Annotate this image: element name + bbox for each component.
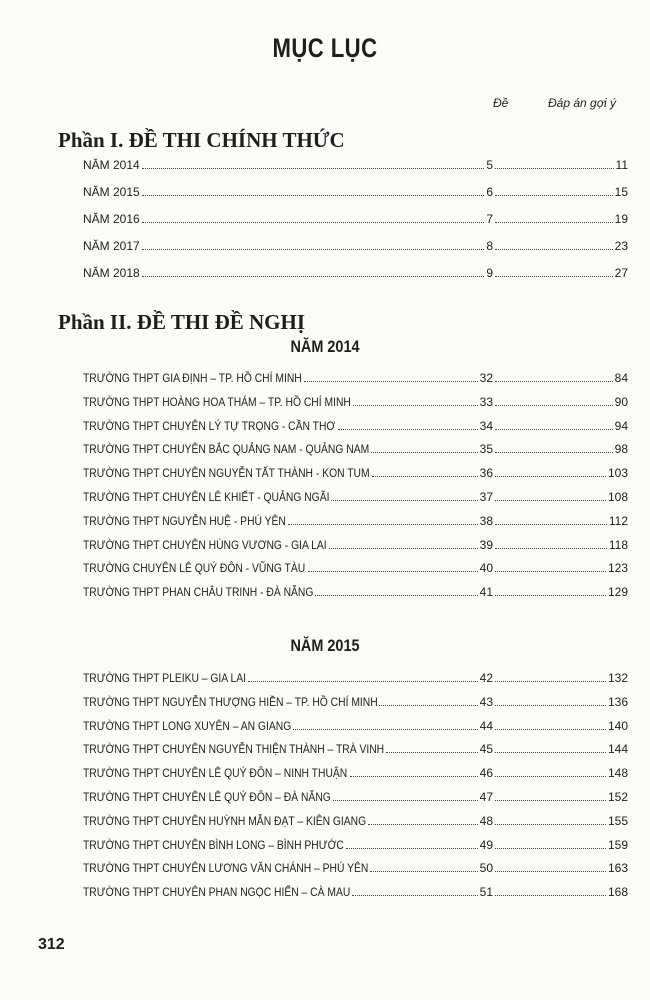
de-page: 36	[479, 466, 493, 481]
dot-leader	[495, 248, 613, 250]
dot-leader	[495, 894, 606, 896]
toc-entry[interactable]	[83, 738, 628, 756]
de-page: 44	[479, 718, 493, 733]
answer-page: 23	[614, 239, 628, 253]
de-page: 8	[486, 239, 493, 253]
page-title: MỤC LỤC	[272, 33, 378, 63]
entry-title: TRƯỜNG THPT CHUYÊN HUỲNH MẪN ĐẠT – KIÊN GIANG	[83, 813, 367, 828]
toc-entry[interactable]	[83, 534, 628, 552]
dot-leader	[333, 799, 478, 801]
toc-entry[interactable]	[83, 391, 628, 409]
answer-page: 19	[614, 212, 628, 226]
dot-leader	[331, 499, 478, 501]
dot-leader	[293, 728, 477, 730]
part2-heading: Phần II. ĐỀ THI ĐỀ NGHỊ	[58, 310, 306, 334]
answer-page: 98	[614, 442, 628, 457]
dot-leader	[495, 680, 606, 682]
entry-title: NĂM 2014	[83, 158, 140, 172]
column-header-de: Đề	[493, 96, 509, 110]
dot-leader	[495, 523, 607, 525]
toc-entry[interactable]	[83, 762, 628, 780]
de-page: 41	[479, 585, 493, 600]
toc-entry[interactable]	[83, 208, 628, 226]
year-heading-2014: NĂM 2014	[290, 337, 360, 356]
de-page: 49	[479, 837, 493, 852]
answer-page: 136	[607, 694, 628, 709]
de-page: 7	[486, 212, 493, 226]
dot-leader	[368, 823, 477, 825]
de-page: 46	[479, 766, 493, 781]
answer-page: 94	[614, 418, 628, 433]
dot-leader	[495, 823, 606, 825]
dot-leader	[386, 751, 477, 753]
entry-title: TRƯỜNG THPT CHUYÊN LÊ QUÝ ĐÔN – ĐÀ NẴNG	[83, 790, 331, 804]
dot-leader	[495, 194, 613, 196]
de-page: 9	[486, 266, 493, 280]
dot-leader	[495, 570, 606, 572]
dot-leader	[329, 547, 478, 549]
dot-leader	[371, 451, 478, 453]
answer-page: 103	[607, 466, 628, 481]
entry-title: TRƯỜNG THPT CHUYÊN NGUYỄN THIỆN THÀNH – TRÀ VINH	[83, 742, 385, 757]
entry-title: NĂM 2018	[83, 266, 140, 280]
answer-page: 148	[607, 766, 628, 781]
dot-leader	[288, 523, 478, 525]
answer-page: 155	[607, 813, 628, 828]
entry-title: TRƯỜNG THPT CHUYÊN BẮC QUẢNG NAM - QUẢNG NAM	[83, 442, 370, 457]
dot-leader	[495, 704, 606, 706]
dot-leader	[353, 404, 477, 406]
dot-leader	[142, 248, 485, 250]
de-page: 33	[479, 394, 493, 409]
toc-entry[interactable]	[83, 262, 628, 280]
entry-title: NĂM 2017	[83, 239, 140, 253]
answer-page: 159	[607, 837, 628, 852]
dot-leader	[315, 594, 477, 596]
toc-entry[interactable]	[83, 857, 628, 875]
de-page: 39	[479, 537, 493, 552]
answer-page: 144	[607, 742, 628, 757]
dot-leader	[304, 380, 478, 382]
answer-page: 15	[614, 185, 628, 199]
de-page: 51	[479, 885, 493, 900]
dot-leader	[142, 275, 485, 277]
answer-page: 11	[615, 158, 628, 172]
de-page: 42	[479, 671, 493, 685]
entry-title: TRƯỜNG THPT CHUYÊN BÌNH LONG – BÌNH PHƯỚC	[83, 837, 344, 852]
toc-entry[interactable]	[83, 715, 628, 733]
entry-title: TRƯỜNG THPT CHUYÊN LÝ TỰ TRỌNG - CẦN THƠ	[83, 418, 336, 433]
entry-title: TRƯỜNG THPT NGUYỄN THƯỢNG HIỀN – TP. HỒ CHÍ MINH	[83, 694, 378, 709]
toc-entry[interactable]	[83, 834, 628, 852]
year-heading-2015: NĂM 2015	[290, 636, 360, 655]
toc-entry[interactable]	[83, 367, 628, 385]
answer-page: 123	[607, 561, 628, 576]
entry-title: TRƯỜNG THPT PHAN CHÂU TRINH - ĐÀ NẴNG	[83, 585, 314, 600]
de-page: 45	[479, 742, 493, 757]
toc-entry[interactable]	[83, 667, 628, 685]
answer-page: 140	[607, 718, 628, 733]
answer-page: 163	[607, 861, 628, 876]
toc-entry[interactable]	[83, 415, 628, 433]
entry-title: TRƯỜNG THPT CHUYÊN LÊ KHIẾT - QUẢNG NGÃI	[83, 490, 330, 504]
answer-page: 168	[607, 885, 628, 900]
dot-leader	[352, 894, 478, 896]
dot-leader	[495, 870, 606, 872]
dot-leader	[495, 167, 614, 169]
column-header-dap-an: Đáp án gợi ý	[548, 96, 616, 110]
dot-leader	[379, 704, 477, 706]
answer-page: 27	[614, 266, 628, 280]
dot-leader	[495, 847, 606, 849]
dot-leader	[495, 221, 613, 223]
entry-title: TRƯỜNG THPT PLEIKU – GIA LAI	[83, 671, 246, 685]
dot-leader	[495, 594, 606, 596]
de-page: 5	[486, 158, 493, 172]
answer-page: 118	[608, 537, 628, 552]
page-number: 312	[38, 936, 65, 953]
dot-leader	[495, 451, 613, 453]
toc-entry[interactable]	[83, 154, 628, 172]
de-page: 34	[479, 418, 493, 433]
toc-entry[interactable]	[83, 691, 628, 709]
dot-leader	[495, 775, 606, 777]
toc-entry[interactable]	[83, 235, 628, 253]
dot-leader	[495, 275, 613, 277]
dot-leader	[495, 380, 613, 382]
entry-title: NĂM 2016	[83, 212, 140, 226]
dot-leader	[142, 167, 485, 169]
entry-title: TRƯỜNG THPT CHUYÊN LƯƠNG VĂN CHÁNH – PHÚ YÊN	[83, 861, 369, 876]
dot-leader	[495, 547, 607, 549]
toc-entry[interactable]	[83, 510, 628, 528]
dot-leader	[370, 870, 477, 872]
dot-leader	[142, 221, 485, 223]
answer-page: 132	[607, 671, 628, 685]
answer-page: 129	[607, 585, 628, 600]
dot-leader	[495, 728, 606, 730]
de-page: 32	[479, 371, 493, 385]
toc-entry[interactable]	[83, 486, 628, 504]
answer-page: 90	[614, 394, 628, 409]
entry-title: TRƯỜNG THPT CHUYÊN LÊ QUÝ ĐÔN – NINH THUẬN	[83, 766, 348, 781]
dot-leader	[308, 570, 478, 572]
de-page: 6	[486, 185, 493, 199]
entry-title: TRƯỜNG THPT LONG XUYÊN – AN GIANG	[83, 718, 292, 733]
dot-leader	[495, 475, 606, 477]
dot-leader	[372, 475, 478, 477]
de-page: 40	[479, 561, 493, 576]
dot-leader	[338, 428, 478, 430]
dot-leader	[495, 428, 613, 430]
entry-title: TRƯỜNG THPT HOÀNG HOA THÁM – TP. HỒ CHÍ MINH	[83, 394, 351, 409]
part1-heading: Phần I. ĐỀ THI CHÍNH THỨC	[58, 128, 345, 152]
dot-leader	[350, 775, 478, 777]
toc-entry[interactable]	[83, 786, 628, 804]
toc-entry[interactable]	[83, 581, 628, 599]
entry-title: TRƯỜNG CHUYÊN LÊ QUÝ ĐÔN - VŨNG TÀU	[83, 561, 306, 576]
toc-entry[interactable]	[83, 881, 628, 899]
de-page: 48	[479, 813, 493, 828]
de-page: 50	[479, 861, 493, 876]
dot-leader	[495, 499, 606, 501]
dot-leader	[248, 680, 477, 682]
answer-page: 108	[607, 490, 628, 504]
dot-leader	[142, 194, 485, 196]
entry-title: TRƯỜNG THPT GIA ĐỊNH – TP. HỒ CHÍ MINH	[83, 371, 302, 385]
entry-title: TRƯỜNG THPT CHUYÊN NGUYỄN TẤT THÀNH - KON TUM	[83, 466, 370, 481]
answer-page: 112	[608, 513, 628, 528]
entry-title: TRƯỜNG THPT NGUYỄN HUỆ - PHÚ YÊN	[83, 513, 286, 528]
toc-entry[interactable]	[83, 810, 628, 828]
dot-leader	[346, 847, 477, 849]
dot-leader	[495, 404, 613, 406]
de-page: 47	[479, 790, 493, 804]
entry-title: NĂM 2015	[83, 185, 140, 199]
dot-leader	[495, 751, 606, 753]
answer-page: 84	[614, 371, 628, 385]
de-page: 43	[479, 694, 493, 709]
dot-leader	[495, 799, 606, 801]
entry-title: TRƯỜNG THPT CHUYÊN HÙNG VƯƠNG - GIA LAI	[83, 537, 327, 552]
entry-title: TRƯỜNG THPT CHUYÊN PHAN NGỌC HIỂN – CÀ MAU	[83, 885, 351, 900]
toc-entry[interactable]	[83, 557, 628, 575]
toc-entry[interactable]	[83, 438, 628, 456]
toc-entry[interactable]	[83, 181, 628, 199]
de-page: 37	[479, 490, 493, 504]
answer-page: 152	[607, 790, 628, 804]
toc-entry[interactable]	[83, 462, 628, 480]
de-page: 35	[479, 442, 493, 457]
de-page: 38	[479, 513, 493, 528]
